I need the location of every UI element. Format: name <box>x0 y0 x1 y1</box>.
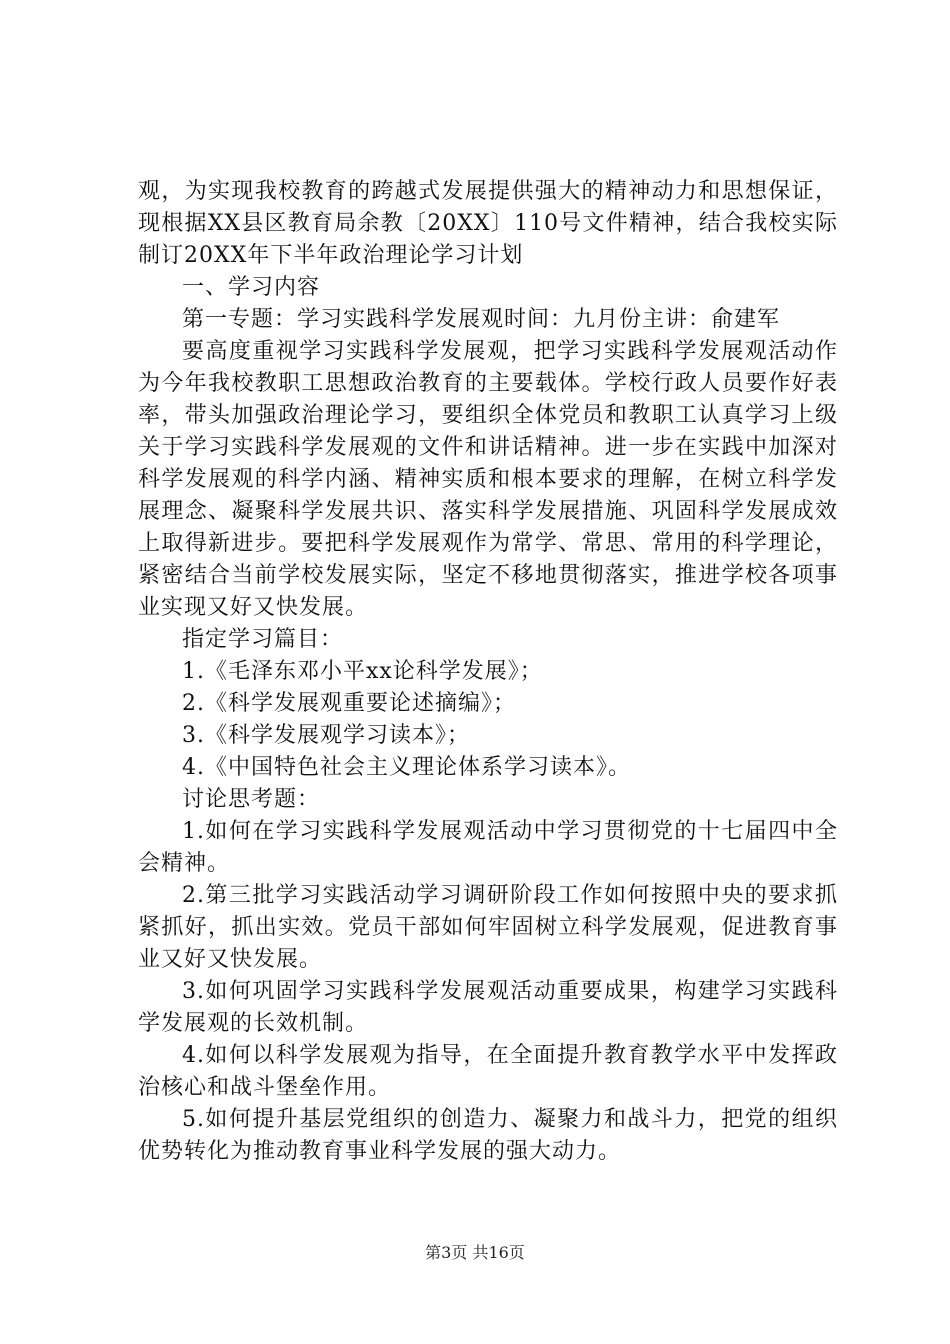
document-body <box>138 176 838 1168</box>
discussion-question: 4.如何以科学发展观为指导，在全面提升教育教学水平中发挥政治核心和战斗堡垒作用。 <box>138 1043 838 1100</box>
section-heading-study-content: 一、学习内容 <box>182 275 321 300</box>
reading-list-item: 1.《毛泽东邓小平xx论科学发展》； <box>182 659 543 684</box>
reading-list-item: 2.《科学发展观重要论述摘编》； <box>182 691 516 716</box>
topic-one-heading: 第一专题：学习实践科学发展观时间：九月份主讲：俞建军 <box>182 307 781 332</box>
reading-list-item: 3.《科学发展观学习读本》； <box>182 723 470 748</box>
discussion-question: 1.如何在学习实践科学发展观活动中学习贯彻党的十七届四中全会精神。 <box>138 819 838 876</box>
reading-list-item: 4.《中国特色社会主义理论体系学习读本》。 <box>182 755 631 780</box>
paragraph-intro-continuation: 观，为实现我校教育的跨越式发展提供强大的精神动力和思想保证，现根据XX县区教育局余教〔20XX〕110号文件精神，结合我校实际制订20XX年下半年政治理论学习计划 <box>138 179 838 268</box>
topic-one-description: 要高度重视学习实践科学发展观，把学习实践科学发展观活动作为今年我校教职工思想政治教育的主要载体。学校行政人员要作好表率，带头加强政治理论学习，要组织全体党员和教职工认真学习上级关于学习实践科学发展观的文件和讲话精神。进一步在实践中加深对科学发展观的科学内涵、精神实质和根本要求的理解，在树立科学发展理念、凝聚科学发展共识、落实科学发展措施、巩固科学发展成效上取得新进步。要把科学发展观作为常学、常思、常用的科学理论，紧密结合当前学校发展实际，坚定不移地贯彻落实，推进学校各项事业实现又好又快发展。 <box>138 339 838 620</box>
discussion-question: 2.第三批学习实践活动学习调研阶段工作如何按照中央的要求抓紧抓好，抓出实效。党员干部如何牢固树立科学发展观，促进教育事业又好又快发展。 <box>138 883 838 972</box>
discussion-question: 3.如何巩固学习实践科学发展观活动重要成果，构建学习实践科学发展观的长效机制。 <box>138 979 838 1036</box>
reading-list-heading: 指定学习篇目： <box>182 627 344 652</box>
discussion-questions-heading: 讨论思考题： <box>182 787 321 812</box>
discussion-question: 5.如何提升基层党组织的创造力、凝聚力和战斗力，把党的组织优势转化为推动教育事业科学发展的强大动力。 <box>138 1107 838 1164</box>
page-number-footer: 第3页 共16页 <box>425 1243 525 1262</box>
